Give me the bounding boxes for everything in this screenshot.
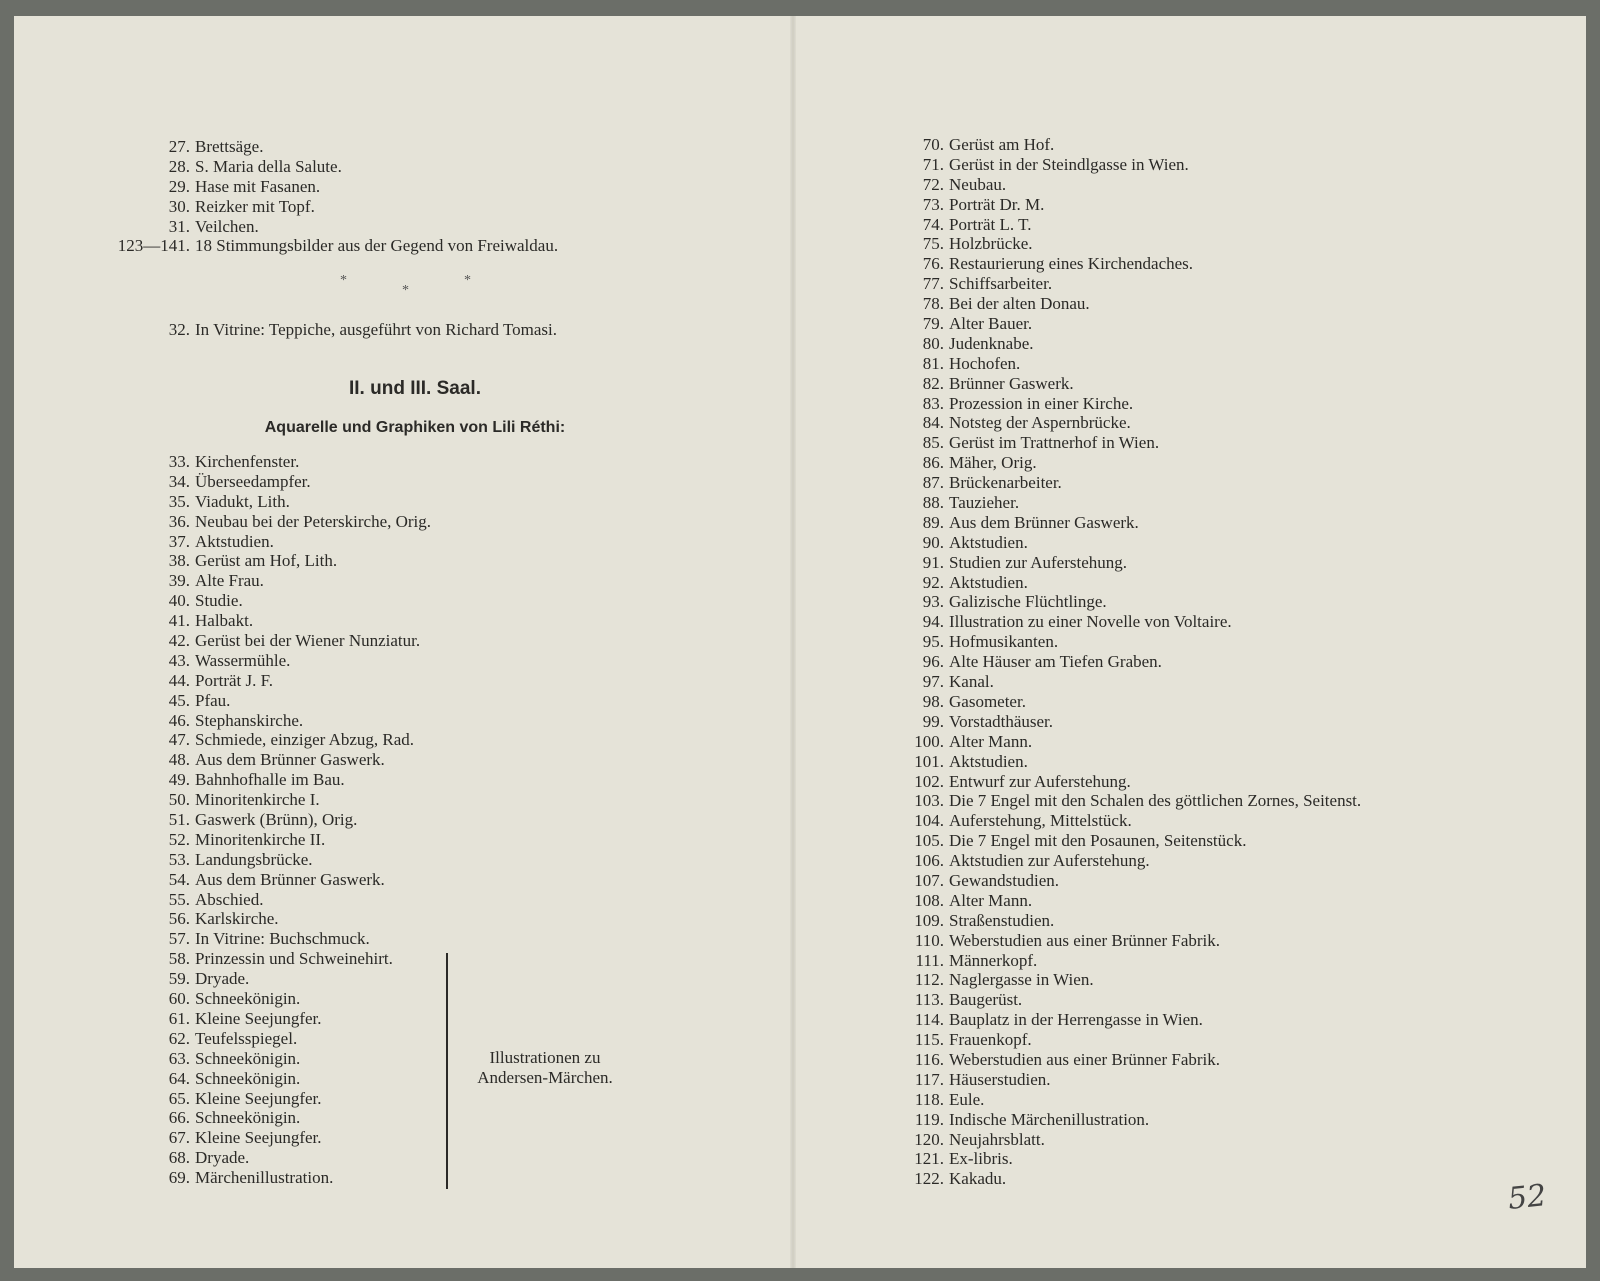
item-number: 110. [914, 930, 944, 950]
item-title: Porträt L. T. [949, 214, 1032, 234]
item-title: Überseedampfer. [195, 471, 311, 491]
item-title: Hofmusikanten. [949, 632, 1059, 652]
item-number: 44. [168, 670, 190, 690]
item-title: Neubau. [949, 174, 1007, 194]
item-title: Schneekönigin. [195, 1108, 301, 1128]
item-title: Wassermühle. [195, 650, 291, 670]
item-title: Weberstudien aus einer Brünner Fabrik. [949, 930, 1221, 950]
item-title: Brünner Gaswerk. [949, 373, 1074, 393]
item-number: 93. [922, 592, 944, 612]
item-number: 56. [168, 909, 190, 929]
item-number: 39. [168, 571, 190, 591]
item-number: 80. [922, 333, 944, 353]
item-number: 41. [168, 611, 190, 631]
item-title: Hochofen. [949, 353, 1021, 373]
item-title: Reizker mit Topf. [195, 196, 315, 216]
item-title: Porträt Dr. M. [949, 194, 1045, 214]
range-item-text: 18 Stimmungsbilder aus der Gegend von Freiwaldau. [195, 236, 559, 255]
item-title: Restaurierung eines Kirchendaches. [949, 254, 1194, 274]
item-number: 72. [922, 174, 944, 194]
item-title: Abschied. [195, 889, 264, 909]
item-number: 51. [168, 810, 190, 830]
item-title: Karlskirche. [195, 909, 279, 929]
item-number: 74. [922, 214, 944, 234]
item-title: Minoritenkirche I. [195, 790, 320, 810]
item-title: Eule. [949, 1089, 985, 1109]
item-title: Brückenarbeiter. [949, 473, 1062, 493]
item-title: Gerüst am Hof, Lith. [195, 551, 338, 571]
item-title: S. Maria della Salute. [195, 156, 342, 176]
item-title: Neujahrsblatt. [949, 1129, 1045, 1149]
item-number: 116. [914, 1049, 944, 1069]
item-title: Pfau. [195, 690, 231, 710]
item-number: 54. [168, 869, 190, 889]
item-number: 89. [922, 512, 944, 532]
item-title: Naglergasse in Wien. [949, 970, 1094, 990]
item-title: Schmiede, einziger Abzug, Rad. [195, 730, 415, 750]
item-title: Schneekönigin. [195, 1048, 301, 1068]
item-title: Dryade. [195, 1148, 250, 1168]
item-title: Kanal. [949, 672, 994, 692]
item-number: 117. [914, 1069, 944, 1089]
center-fold [790, 16, 796, 1268]
item-number: 95. [922, 632, 944, 652]
item-title: Studie. [195, 591, 243, 611]
item-number: 68. [168, 1148, 190, 1168]
item-title: Alte Häuser am Tiefen Graben. [949, 652, 1162, 672]
item-title: Die 7 Engel mit den Posaunen, Seitenstück. [949, 831, 1247, 851]
item-number: 104. [914, 811, 944, 831]
item-title: Weberstudien aus einer Brünner Fabrik. [949, 1049, 1221, 1069]
item-title: Gerüst bei der Wiener Nunziatur. [195, 631, 421, 651]
item-number: 69. [168, 1168, 190, 1188]
item-title: Alter Bauer. [949, 314, 1033, 334]
item-title: Schneekönigin. [195, 1068, 301, 1088]
item-number: 43. [168, 650, 190, 670]
item-title: Gerüst im Trattnerhof in Wien. [949, 433, 1160, 453]
item-number: 58. [168, 949, 190, 969]
item-number: 105. [914, 831, 944, 851]
item-number: 57. [168, 929, 190, 949]
item-title: In Vitrine: Buchschmuck. [195, 929, 370, 949]
item-number: 77. [922, 274, 944, 294]
item-number: 65. [168, 1088, 190, 1108]
item-title: Brettsäge. [195, 137, 264, 156]
item-number: 34. [168, 471, 190, 491]
item-number: 86. [922, 453, 944, 473]
item-number: 101. [914, 751, 944, 771]
item-title: Männerkopf. [949, 950, 1038, 970]
item-number: 75. [922, 234, 944, 254]
item-title: Stephanskirche. [195, 710, 304, 730]
item-title: Aktstudien zur Auferstehung. [949, 851, 1150, 871]
item-number: 79. [922, 314, 944, 334]
item-title: Gaswerk (Brünn), Orig. [195, 810, 358, 830]
item-number: 64. [168, 1068, 190, 1088]
item-title: Veilchen. [195, 216, 259, 236]
item-title: Kirchenfenster. [195, 452, 300, 471]
item-number: 76. [922, 254, 944, 274]
item-number: 27. [168, 137, 190, 156]
item-title: Notsteg der Aspernbrücke. [949, 413, 1131, 433]
item-title: Aktstudien. [949, 751, 1028, 771]
item-number: 42. [168, 631, 190, 651]
item-number: 114. [914, 1010, 944, 1030]
item-number: 83. [922, 393, 944, 413]
item-title: Tauzieher. [949, 493, 1020, 513]
item-number: 91. [922, 552, 944, 572]
item-title: Schiffsarbeiter. [949, 274, 1053, 294]
item-number: 103. [914, 791, 944, 811]
item-number: 67. [168, 1128, 190, 1148]
item-number: 115. [914, 1030, 944, 1050]
item-title: Teufelsspiegel. [195, 1028, 298, 1048]
item-title: Porträt J. F. [195, 670, 273, 690]
item-title: Ex-libris. [949, 1149, 1013, 1169]
item-number: 71. [922, 154, 944, 174]
item-title: Häuserstudien. [949, 1069, 1051, 1089]
item-number: 47. [168, 730, 190, 750]
item-title: Prozession in einer Kirche. [949, 393, 1134, 413]
item-number: 30. [168, 196, 190, 216]
item-number: 90. [922, 532, 944, 552]
item-number: 107. [914, 870, 944, 890]
item-number: 40. [168, 591, 190, 611]
item-number: 28. [168, 156, 190, 176]
item-number: 82. [922, 373, 944, 393]
item-number: 85. [922, 433, 944, 453]
item-number: 78. [922, 294, 944, 314]
item-number: 60. [168, 989, 190, 1009]
item-title: Schneekönigin. [195, 989, 301, 1009]
item-title: Gewandstudien. [949, 870, 1060, 890]
item-title: Vorstadthäuser. [949, 711, 1054, 731]
item-number: 48. [168, 750, 190, 770]
item-number: 112. [914, 970, 944, 990]
item-title: Gasometer. [949, 691, 1026, 711]
item-number: 119. [914, 1109, 944, 1129]
item-number: 29. [168, 176, 190, 196]
item-number: 45. [168, 690, 190, 710]
item-title: Alte Frau. [195, 571, 264, 591]
item-title: Neubau bei der Peterskirche, Orig. [195, 511, 432, 531]
item-title: Straßenstudien. [949, 910, 1055, 930]
vitrine-item-number: 32. [168, 320, 190, 339]
item-number: 59. [168, 969, 190, 989]
item-title: Viadukt, Lith. [195, 491, 290, 511]
item-number: 87. [922, 473, 944, 493]
item-title: Illustration zu einer Novelle von Voltaire. [949, 612, 1232, 632]
item-number: 55. [168, 889, 190, 909]
item-number: 113. [914, 990, 944, 1010]
item-number: 33. [168, 452, 190, 471]
item-number: 118. [914, 1089, 944, 1109]
item-title: Galizische Flüchtlinge. [949, 592, 1107, 612]
item-number: 108. [914, 890, 944, 910]
item-number: 99. [922, 711, 944, 731]
item-title: Bei der alten Donau. [949, 294, 1090, 314]
item-number: 98. [922, 691, 944, 711]
handwritten-page-number: 52 [1506, 1178, 1548, 1217]
item-title: Indische Märchenillustration. [949, 1109, 1150, 1129]
item-number: 70. [922, 135, 944, 154]
item-number: 37. [168, 531, 190, 551]
item-number: 100. [914, 731, 944, 751]
item-title: Holzbrücke. [949, 234, 1033, 254]
item-number: 121. [914, 1149, 944, 1169]
item-title: Studien zur Auferstehung. [949, 552, 1127, 572]
item-title: Landungsbrücke. [195, 849, 313, 869]
item-number: 36. [168, 511, 190, 531]
range-item-number: 123—141. [117, 236, 190, 255]
item-title: Aus dem Brünner Gaswerk. [195, 750, 385, 770]
item-number: 62. [168, 1028, 190, 1048]
item-title: Kleine Seejungfer. [195, 1088, 322, 1108]
item-number: 106. [914, 851, 944, 871]
item-number: 35. [168, 491, 190, 511]
item-number: 97. [922, 672, 944, 692]
item-title: Märchenillustration. [195, 1168, 334, 1188]
item-number: 73. [922, 194, 944, 214]
item-number: 111. [915, 950, 944, 970]
item-number: 102. [914, 771, 944, 791]
item-title: Mäher, Orig. [949, 453, 1037, 473]
item-title: Gerüst in der Steindlgasse in Wien. [949, 154, 1189, 174]
item-title: Dryade. [195, 969, 250, 989]
item-title: Gerüst am Hof. [949, 135, 1055, 154]
item-title: Bahnhofhalle im Bau. [195, 770, 345, 790]
item-title: Alter Mann. [949, 890, 1033, 910]
section-title: II. und III. Saal. [349, 378, 481, 399]
item-title: Alter Mann. [949, 731, 1033, 751]
vitrine-item-text: In Vitrine: Teppiche, ausgeführt von Richard Tomasi. [195, 320, 558, 339]
item-title: Minoritenkirche II. [195, 829, 326, 849]
item-number: 63. [168, 1048, 190, 1068]
item-number: 120. [914, 1129, 944, 1149]
item-number: 81. [922, 353, 944, 373]
item-number: 46. [168, 710, 190, 730]
item-title: Halbakt. [195, 611, 254, 631]
item-title: Aus dem Brünner Gaswerk. [195, 869, 385, 889]
item-title: Aktstudien. [949, 572, 1028, 592]
item-number: 52. [168, 829, 190, 849]
brace-note-line-1: Illustrationen zu [489, 1048, 601, 1067]
item-number: 84. [922, 413, 944, 433]
item-title: Kleine Seejungfer. [195, 1008, 322, 1028]
item-number: 109. [914, 910, 944, 930]
item-title: Judenknabe. [949, 333, 1034, 353]
brace-line [446, 953, 448, 1189]
item-number: 61. [168, 1008, 190, 1028]
item-title: Kakadu. [949, 1169, 1007, 1189]
item-number: 38. [168, 551, 190, 571]
item-title: Prinzessin und Schweinehirt. [195, 949, 393, 969]
item-number: 94. [922, 612, 944, 632]
item-title: Bauplatz in der Herrengasse in Wien. [949, 1010, 1203, 1030]
item-title: Aktstudien. [949, 532, 1028, 552]
item-number: 53. [168, 849, 190, 869]
item-title: Hase mit Fasanen. [195, 176, 321, 196]
item-number: 66. [168, 1108, 190, 1128]
item-title: Kleine Seejungfer. [195, 1128, 322, 1148]
brace-note [460, 1048, 630, 1088]
item-title: Die 7 Engel mit den Schalen des göttlichen Zornes, Seitenst. [949, 791, 1362, 811]
item-title: Auferstehung, Mittelstück. [949, 811, 1132, 831]
item-number: 96. [922, 652, 944, 672]
brace-note-line-2: Andersen-Märchen. [477, 1068, 613, 1087]
item-number: 122. [914, 1169, 944, 1189]
section-subtitle: Aquarelle und Graphiken von Lili Réthi: [264, 419, 566, 436]
item-number: 92. [922, 572, 944, 592]
item-number: 50. [168, 790, 190, 810]
item-title: Entwurf zur Auferstehung. [949, 771, 1131, 791]
item-number: 88. [922, 493, 944, 513]
item-title: Aktstudien. [195, 531, 274, 551]
item-title: Baugerüst. [949, 990, 1023, 1010]
item-number: 49. [168, 770, 190, 790]
item-title: Frauenkopf. [949, 1030, 1032, 1050]
item-number: 31. [168, 216, 190, 236]
item-title: Aus dem Brünner Gaswerk. [949, 512, 1139, 532]
